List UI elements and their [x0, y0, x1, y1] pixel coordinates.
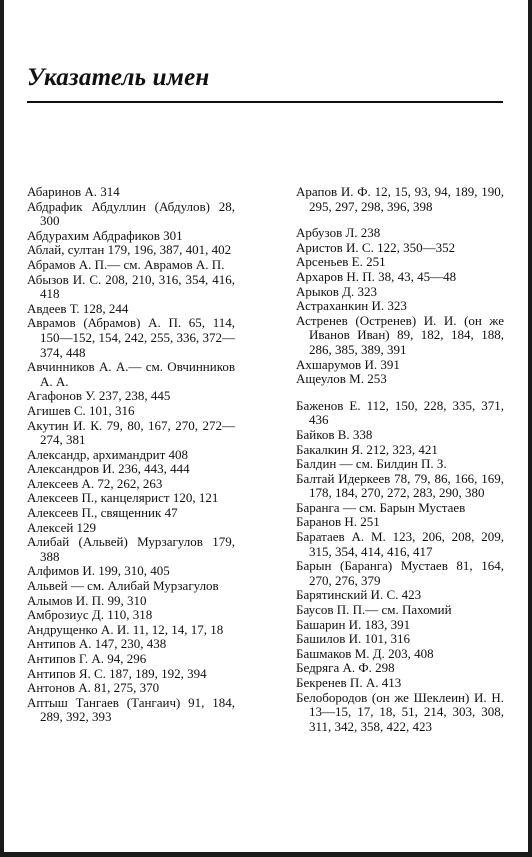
index-entry: Аблай, султан 179, 196, 387, 401, 402 [27, 242, 232, 258]
index-entry: Акутин И. К. 79, 80, 167, 270, 272—274, 381 [27, 417, 235, 448]
title-rule [27, 101, 503, 103]
index-entry: Белобородов (он же Шеклеин) И. Н. 13—15, 17, 18, 51, 214, 303, 308, 311, 342, 358, 422, 423 [296, 689, 504, 734]
index-entry: Алексеев А. 72, 262, 263 [27, 475, 163, 491]
index-entry: Алексей 129 [27, 519, 97, 535]
index-entry: Баратаев А. М. 123, 206, 208, 209, 315, 354, 414, 416, 417 [296, 529, 504, 559]
index-entry: Ахшарумов И. 391 [296, 356, 400, 372]
index-entry: Бекренев П. А. 413 [296, 675, 402, 690]
index-entry: Александр, архимандрит 408 [27, 446, 189, 462]
index-entry: Агишев С. 101, 316 [27, 402, 135, 418]
index-entry: Балтай Идеркеев 78, 79, 86, 166, 169, 178, 184, 270, 272, 283, 290, 380 [296, 470, 504, 501]
index-entry: Баусов П. П.— см. Пахомий [296, 602, 452, 618]
index-entry: Байков В. 338 [296, 426, 373, 442]
index-entry: Аврамов (Абрамов) А. П. 65, 114, 150—152, 154, 242, 255, 336, 372—374, 448 [27, 315, 235, 360]
index-entry: Абдрафик Абдуллин (Абдулов) 28, 300 [27, 198, 235, 229]
page-frame-left [0, 0, 4, 857]
index-entry: Архаров Н. П. 38, 43, 45—48 [296, 268, 457, 284]
index-column-right [296, 185, 504, 734]
index-entry: Баранга — см. Барын Мустаев [296, 499, 466, 515]
index-entry: Арбузов Л. 238 [296, 225, 381, 241]
page-frame-bottom [0, 852, 532, 857]
index-entry: Антипов А. 147, 230, 438 [27, 636, 167, 652]
index-entry: Антипов Я. С. 187, 189, 192, 394 [27, 665, 207, 681]
page-frame-right [528, 0, 532, 857]
section-gap [296, 387, 504, 399]
index-entry: Александров И. 236, 443, 444 [27, 461, 190, 477]
index-entry: Алфимов И. 199, 310, 405 [27, 563, 170, 579]
index-entry: Арыков Д. 323 [296, 283, 378, 299]
index-entry: Агафонов У. 237, 238, 445 [27, 388, 171, 404]
index-entry: Авдеев Т. 128, 244 [27, 300, 129, 316]
index-column-left [27, 185, 235, 725]
index-entry: Аптыш Тангаев (Тангаич) 91, 184, 289, 392, 393 [27, 694, 235, 725]
index-entry: Бедряга А. Ф. 298 [296, 660, 395, 676]
index-entry: Башилов И. 101, 316 [296, 631, 410, 647]
index-entry: Альвей — см. Алибай Мурзагулов [27, 578, 219, 594]
index-entry: Баженов Е. 112, 150, 228, 335, 371, 436 [296, 397, 504, 428]
index-entry: Арсеньев Е. 251 [296, 254, 386, 270]
index-entry: Астраханкин И. 323 [296, 298, 407, 314]
index-entry: Алибай (Альвей) Мурзагулов 179, 388 [27, 534, 235, 564]
index-entry: Абрамов А. П.— см. Аврамов А. П. [27, 256, 225, 272]
index-entry: Алексеев П., священник 47 [27, 505, 178, 521]
index-entry: Аристов И. С. 122, 350—352 [296, 239, 456, 255]
index-entry: Барын (Баранга) Мустаев 81, 164, 270, 276, 379 [296, 558, 504, 588]
index-entry: Башмаков М. Д. 203, 408 [296, 645, 434, 661]
page-title: Указатель имен [27, 64, 210, 91]
index-entry: Алымов И. П. 99, 310 [27, 592, 147, 608]
index-entry: Балдин — см. Билдин П. З. [296, 456, 447, 472]
index-entry: Бакалкин Я. 212, 323, 421 [296, 441, 438, 457]
index-entry: Ащеулов М. 253 [296, 371, 387, 387]
index-entry: Андрущенко А. И. 11, 12, 14, 17, 18 [27, 621, 224, 637]
index-entry: Амброзиус Д. 110, 318 [27, 607, 153, 623]
index-entry: Абаринов А. 314 [27, 184, 120, 199]
index-entry: Абызов И. С. 208, 210, 316, 354, 416, 418 [27, 271, 235, 302]
index-entry: Башарин И. 183, 391 [296, 616, 411, 632]
index-entry: Баранов Н. 251 [296, 514, 380, 530]
index-entry: Барятинский И. С. 423 [296, 587, 422, 603]
index-entry: Авчинников А. А.— см. Овчинников А. А. [27, 359, 235, 389]
index-entry: Абдурахим Абдрафиков 301 [27, 227, 183, 243]
index-entry: Астренев (Остренев) И. И. (он же Иванов Иван) 89, 182, 184, 188, 286, 385, 389, 391 [296, 312, 504, 357]
index-entry: Арапов И. Ф. 12, 15, 93, 94, 189, 190, 295, 297, 298, 396, 398 [296, 184, 504, 214]
index-entry: Антипов Г. А. 94, 296 [27, 651, 147, 666]
index-entry: Алексеев П., канцелярист 120, 121 [27, 490, 219, 506]
index-entry: Антонов А. 81, 275, 370 [27, 680, 160, 696]
